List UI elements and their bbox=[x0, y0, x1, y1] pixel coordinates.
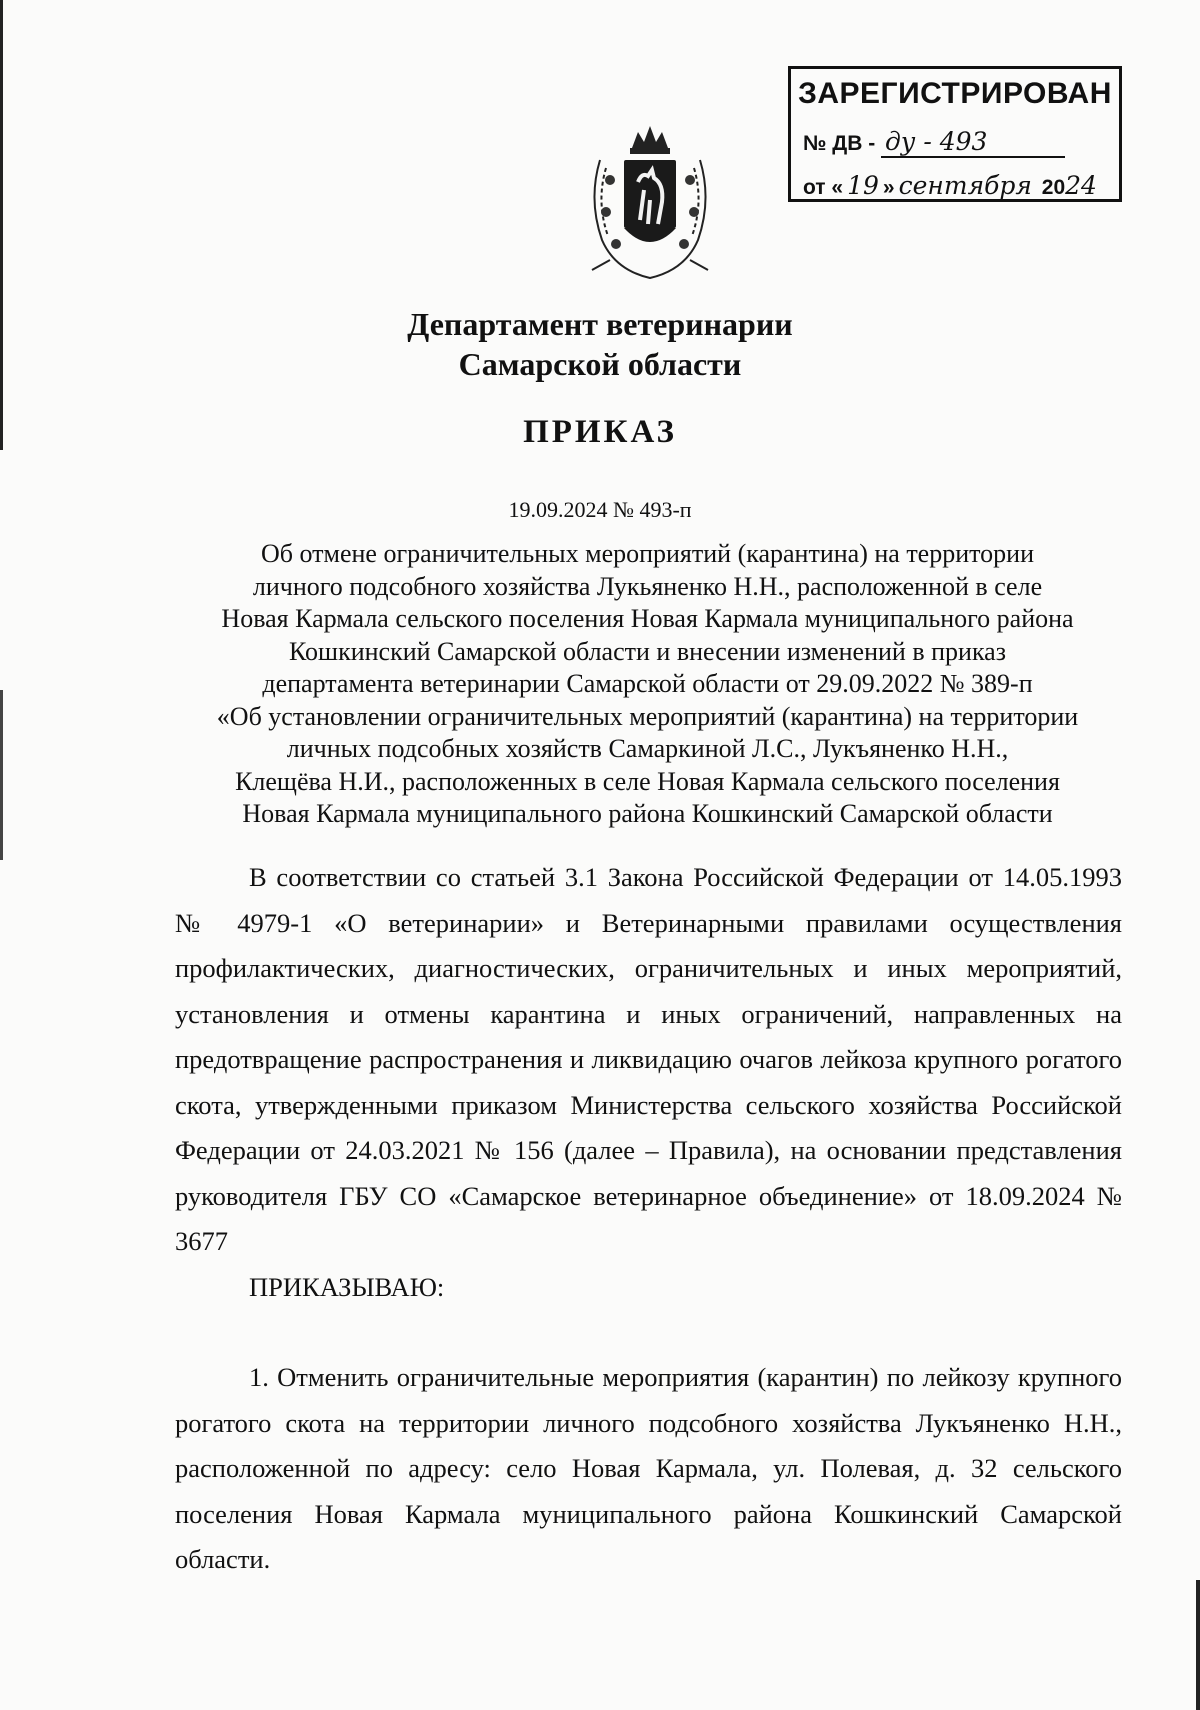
stamp-number-value: ду - 493 bbox=[881, 127, 1065, 158]
subject-line: личных подсобных хозяйств Самаркиной Л.С., Лукъяненко Н.Н., bbox=[286, 734, 1009, 763]
stamp-date-year-suffix: 24 bbox=[1065, 171, 1097, 200]
department-name-line2: Самарской области bbox=[458, 346, 742, 382]
document-type-title: ПРИКАЗ bbox=[523, 414, 677, 450]
subject-line: Клещёва Н.И., расположенных в селе Новая Кармала сельского поселения bbox=[235, 766, 1060, 796]
order-subject bbox=[170, 538, 1125, 831]
preamble-paragraph bbox=[175, 855, 1122, 1310]
stamp-date-month: сентября bbox=[895, 171, 1036, 202]
order-item-1: 1. Отменить ограничительные мероприятия (карантин) по лейкозу крупного рогатого скота на территории личного подсобного хозяйства Лукъяненко Н.Н., расположенной по адресу: село Новая Кармала, ул. Полевая, д. 32 сельского поселения Новая Кармала муниципального района Кошкинский Самарской области. bbox=[175, 1362, 1122, 1574]
subject-line: Новая Кармала сельского поселения Новая Кармала муниципального района bbox=[221, 604, 1074, 633]
stamp-date-year-prefix: 20 bbox=[1041, 176, 1066, 199]
preamble-text: В соответствии со статьей 3.1 Закона Российской Федерации от 14.05.1993 № 4979-1 «О ветеринарии» и Ветеринарными правилами осуществления профилактических, диагностических, ограничительных и иных мероприятий, установления и отмены карантина и иных ограничений, направленных на предотвращение распространения и ликвидацию очагов лейкоза крупного рогатого скота, утвержденными приказом Министерства сельского хозяйства Российской Федерации от 24.03.2021 № 156 (далее – Правила), на основании представления руководителя ГБУ СО «Самарское ветеринарное объединение» от 18.09.2024 № 3677 bbox=[175, 862, 1122, 1256]
registration-stamp bbox=[788, 66, 1122, 202]
scan-edge-left-lower bbox=[0, 690, 3, 860]
stamp-date-mid: » bbox=[882, 176, 895, 199]
order-word: ПРИКАЗЫВАЮ: bbox=[249, 1271, 445, 1302]
stamp-date-row bbox=[803, 171, 1097, 202]
stamp-date-prefix: от « bbox=[803, 176, 844, 199]
scan-edge-right bbox=[1196, 1580, 1200, 1710]
department-name-line1: Департамент ветеринарии bbox=[407, 306, 793, 342]
stamp-title: ЗАРЕГИСТРИРОВАН bbox=[798, 77, 1112, 110]
stamp-number-row bbox=[803, 127, 1065, 158]
subject-line: Об отмене ограничительных мероприятий (карантина) на территории bbox=[261, 539, 1034, 568]
subject-line: «Об установлении ограничительных мероприятий (карантина) на территории bbox=[216, 701, 1079, 731]
order-date-number: 19.09.2024 № 493-п bbox=[508, 497, 692, 522]
coat-of-arms-emblem bbox=[580, 120, 720, 280]
subject-line: Новая Кармала муниципального района Кошкинский Самарской области bbox=[242, 799, 1053, 828]
subject-line: личного подсобного хозяйства Лукьяненко Н.Н., расположенной в селе bbox=[252, 571, 1043, 601]
subject-line: департамента ветеринарии Самарской области от 29.09.2022 № 389-п bbox=[262, 669, 1033, 698]
stamp-date-day: 19 bbox=[843, 171, 883, 202]
stamp-number-label: № ДВ - bbox=[803, 132, 876, 155]
subject-line: Кошкинский Самарской области и внесении изменений в приказ bbox=[289, 636, 1006, 666]
